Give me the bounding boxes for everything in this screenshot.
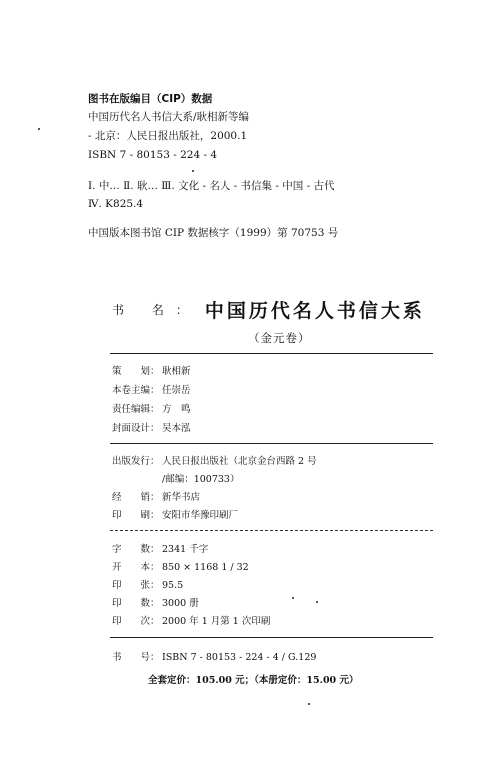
staff-value: 耿相新	[162, 366, 191, 377]
scan-speck	[292, 597, 294, 599]
staff-row	[112, 423, 191, 435]
cip-line-record: 中国版本图书馆 CIP 数据核字（1999）第 70753 号	[88, 227, 339, 239]
spec-row	[112, 598, 199, 610]
divider	[110, 637, 433, 638]
volume-label: （金元卷）	[248, 331, 311, 345]
publish-label: 经 销：	[112, 492, 160, 503]
isbn-label: 书 号：	[112, 652, 160, 663]
staff-row	[112, 404, 191, 416]
staff-row	[112, 366, 191, 378]
scan-speck	[308, 703, 310, 705]
staff-label: 本卷主编：	[112, 385, 160, 396]
publish-value: /邮编：100733）	[162, 474, 240, 485]
spec-row	[112, 544, 208, 556]
book-title-row	[112, 296, 425, 323]
cip-line-title: 中国历代名人书信大系/耿相新等编	[88, 111, 250, 123]
staff-label: 责任编辑：	[112, 404, 160, 415]
spec-value: 850 × 1168 1 / 32	[162, 562, 249, 573]
staff-value: 方 鸣	[162, 404, 191, 415]
staff-value: 吴本泓	[162, 423, 191, 434]
staff-value: 任崇岳	[162, 385, 191, 396]
cip-line-isbn: ISBN 7 - 80153 - 224 - 4	[88, 149, 218, 161]
divider	[110, 443, 433, 444]
publish-value: 人民日报出版社（北京金台西路 2 号	[162, 456, 317, 467]
publish-row	[112, 492, 200, 504]
publish-row	[112, 456, 317, 468]
scan-speck	[38, 128, 40, 130]
cip-heading: 图书在版编目（CIP）数据	[88, 93, 213, 105]
book-title-label: 书 名：	[112, 303, 200, 317]
isbn-value: ISBN 7 - 80153 - 224 - 4 / G.129	[162, 652, 317, 663]
divider	[110, 353, 433, 354]
staff-label: 策 划：	[112, 366, 160, 377]
cip-line-publisher: - 北京：人民日报出版社，2000.1	[88, 130, 248, 142]
spec-value: 2341 千字	[162, 544, 209, 555]
isbn-row	[112, 652, 316, 664]
divider	[110, 530, 433, 531]
spec-label: 印 张：	[112, 580, 160, 591]
spec-label: 开 本：	[112, 562, 160, 573]
spec-value: 95.5	[162, 580, 184, 591]
book-title: 中国历代名人书信大系	[204, 300, 425, 322]
publish-label: 出版发行：	[112, 456, 160, 467]
scan-speck	[192, 170, 194, 172]
publish-row	[112, 510, 238, 522]
staff-row	[112, 385, 191, 397]
spec-row	[112, 562, 249, 574]
price-line: 全套定价：105.00 元；（本册定价：15.00 元）	[148, 675, 359, 686]
publish-value: 安阳市华豫印刷厂	[162, 510, 239, 521]
publish-row	[112, 474, 239, 486]
cip-line-classification: Ⅳ. K825.4	[88, 198, 144, 210]
spec-label: 印 数：	[112, 598, 160, 609]
spec-row	[112, 616, 270, 628]
staff-label: 封面设计：	[112, 423, 160, 434]
spec-value: 2000 年 1 月第 1 次印刷	[162, 616, 271, 627]
cip-line-subjects: Ⅰ. 中… Ⅱ. 耿… Ⅲ. 文化 - 名人 - 书信集 - 中国 - 古代	[88, 180, 335, 192]
publish-value: 新华书店	[162, 492, 201, 503]
spec-label: 字 数：	[112, 544, 160, 555]
spec-value: 3000 册	[162, 598, 199, 609]
spec-label: 印 次：	[112, 616, 160, 627]
spec-row	[112, 580, 183, 592]
scan-speck	[316, 601, 318, 603]
publish-label: 印 刷：	[112, 510, 160, 521]
